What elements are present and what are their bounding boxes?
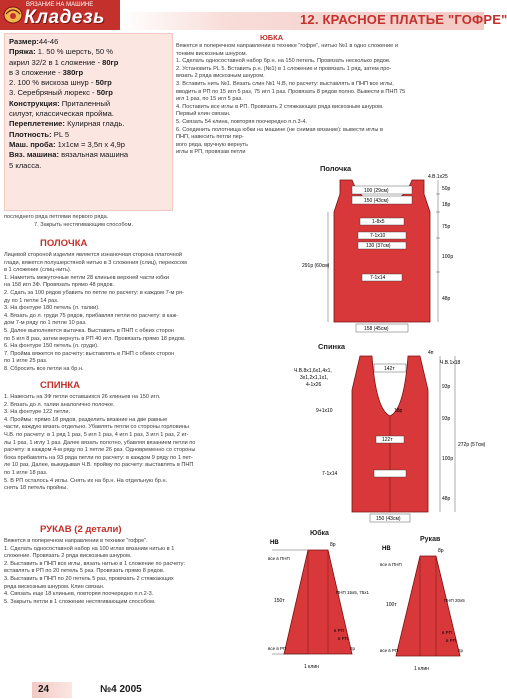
sleeve-heading: РУКАВ (2 детали)	[40, 524, 122, 535]
back-label: 7-1х14	[322, 471, 338, 477]
sleeve-label: НВ	[382, 546, 391, 552]
sleeve-label: 2р	[458, 648, 464, 653]
specs-box	[4, 33, 173, 211]
text-line: 2. Выставить в ПНП все иглы, вязать нитью в 1 сложение по расчету:	[4, 560, 185, 567]
text-line: 2. Сдать за 100 рядов убавить по петле по расчету: в каждом 7-м ря-	[4, 289, 184, 296]
front-label: 7-1х14	[370, 275, 386, 281]
back-text	[4, 394, 195, 493]
front-diagram-title: Полочка	[320, 164, 352, 173]
text-line: глади, вяжется полушерстяной нитью в 3 сложения (слиц), перекосом	[4, 259, 187, 266]
text-line: по 1 игле 18 раз.	[4, 469, 48, 476]
text-line: 3. На фонтуре 180 петель (л. талии).	[4, 305, 100, 312]
text-line: вязать 2 ряда вискозным шнуром.	[176, 73, 265, 80]
front-label: 7-1х10	[370, 233, 386, 239]
spec-construction-line: силуэт, классическая пройма.	[9, 109, 114, 119]
sleeve-diagram-title: Рукав	[420, 536, 441, 543]
text-line: 6. Соединить полотнища юбки на машине (не снимая вязание): вывести иглы в	[176, 126, 383, 133]
text-line: ду по 1 петле 14 раз.	[4, 297, 59, 304]
back-label: 142т	[384, 366, 395, 372]
back-label: 93р	[442, 384, 451, 390]
front-label: 291р (60см)	[302, 263, 330, 269]
skirt-label: все в РП	[268, 646, 287, 651]
text-line: снять 18 петель пройны.	[4, 485, 68, 492]
skirt-label: 150т	[274, 598, 285, 604]
skirt-text	[176, 43, 405, 157]
front-label: 4.В.1х25	[428, 174, 448, 180]
bodice-heading: ПОЛОЧКА	[40, 238, 88, 249]
text-line: 4. Связать еще 18 клиньев, повторяя поочередно п.п.2-3.	[4, 591, 154, 598]
front-label: 50р	[442, 186, 451, 192]
skirt-label: 1 клин	[304, 664, 319, 670]
front-label: 18р	[442, 202, 451, 208]
back-label: 18р	[394, 408, 403, 414]
spec-yarn-line: 2. 100 % вискоза шнур - 50гр	[9, 78, 112, 88]
text-line: 1. Сделать односоставной набор на 100 иглах вязаним нитью в 1	[4, 545, 175, 552]
skirt-label: НВ	[270, 540, 279, 546]
bodice-text	[4, 252, 187, 374]
spec-density: Плотность: PL 5	[9, 129, 70, 139]
text-line: 1. Навесить на 3Ф петли оставшихся 26 клиньев на 150 игл.	[4, 394, 161, 400]
front-label: 100р	[442, 254, 454, 260]
skirt-label: в РП	[334, 628, 344, 633]
text-line: на 158 игл 3Ф. Провязать прямо 48 рядов.	[4, 282, 115, 289]
spec-yarn-line: 3. Серебряный люрекс - 50гр	[9, 88, 113, 98]
text-line: 2. Вязать до л. талии аналогично полочке.	[4, 401, 115, 408]
spec-yarn-line: в 3 сложение - 380гр	[9, 67, 84, 77]
sleeve-label: все в ПНП	[380, 562, 402, 567]
sleeve-label: в РП	[442, 630, 452, 635]
text-line: 5. Далее выполняется вытачка. Выставить в ПНП с обеих сторон	[4, 327, 174, 334]
logo-title: Кладезь	[24, 7, 105, 28]
spec-sample: Маш. проба: 1х1см = 3,5п х 4,9р	[9, 139, 126, 149]
back-label: Ч.В.1х18	[440, 360, 461, 366]
text-line: расчету: в каждом 4-м ряду по 1 петле 26 раз. Одновременно со стороны	[4, 447, 196, 454]
back-label: 150 (43см)	[376, 516, 401, 522]
back-label: 9+1х10	[316, 408, 333, 414]
text-line: 4. Поставить все иглы в РП. Провязать 2 стяжкающих ряда вискозным шнуром.	[176, 103, 384, 110]
text-line: иглы в РП, провязав петли	[176, 149, 246, 156]
sleeve-label: 100т	[386, 602, 397, 608]
text-line: 8. Сбросить все петли на бр.н.	[4, 365, 84, 372]
skirt-heading: ЮБКА	[260, 33, 284, 42]
logo-emblem-icon	[2, 2, 24, 26]
spec-machine-line: 5 класса.	[9, 160, 42, 170]
page-header	[0, 0, 507, 30]
text-line: в 1 сложение (слиц-нить).	[4, 267, 72, 274]
skirt-label: все в ПНП	[268, 556, 290, 561]
text-line: Вяжется в поперечном направлении в технике "гофре", нитью №1 в одно сложение и	[176, 43, 398, 49]
back-diagram-title: Спинка	[318, 342, 346, 351]
logo-subtitle: ВЯЗАНИЕ НА МАШИНЕ	[26, 2, 94, 8]
front-label: 1-8х5	[372, 219, 385, 225]
text-line: 3. На фонтуре 122 петли.	[4, 409, 71, 416]
text-line: тонким вискозным шнуром.	[176, 50, 248, 57]
text-line: Лицевой стороной изделия является изнаночная сторона платочной	[4, 252, 183, 258]
spec-yarn-line: акрил 32/2 в 1 сложение - 80гр	[9, 57, 119, 67]
spec-size: Размер:44-46	[9, 37, 59, 46]
text-line: 1. Сделать односоставной набор бр.н. на 150 петель. Провязать несколько рядов.	[176, 58, 391, 65]
skirt-label: 8р	[330, 542, 336, 548]
sleeve-label: 1 клин	[414, 666, 429, 672]
skirt-label: в РП	[338, 636, 348, 641]
spec-construction: Конструкция: Приталенный	[9, 98, 111, 108]
text-line: 5. Связать 54 клина, повторяя поочередно п.п.3-4.	[176, 118, 308, 125]
back-label: 3х1,2х1,1х1,	[300, 375, 329, 381]
back-label: 4-1х26	[306, 382, 322, 388]
text-line: игл 1 раз, по 15 игл 5 раз.	[176, 96, 243, 103]
text-line: сложение. Провязать 2 ряда вискозным шнуром.	[4, 553, 132, 560]
text-line: по 5 игл 8 раз, затем вернуть в РП 40 игл. Провязать прямо 18 рядов.	[4, 335, 186, 342]
back-label: 4п	[428, 350, 434, 356]
text-line: 3. Вставить нить №1. Вязать слин №1 Ч.В, по расчету: выставлять в ПНП все иглы,	[176, 80, 394, 87]
skirt-diagram	[268, 538, 378, 678]
page-number: 24	[38, 684, 50, 695]
page-footer	[0, 680, 484, 699]
skirt-label: 2р	[350, 646, 356, 651]
back-label: 122т	[382, 437, 393, 443]
back-diagram	[290, 350, 486, 526]
back-heading: СПИНКА	[40, 380, 81, 391]
text-line: последнего ряда петлями первого ряда.	[4, 214, 109, 220]
text-line: 4. Проймы: прямо 18 рядов, разделить вязание на две равные	[4, 416, 168, 423]
text-line: 7. Пройма вяжется по расчету: выставлять в ПНП с обеих сторон	[4, 350, 175, 357]
back-label: 48р	[442, 496, 451, 502]
issue-number: №4 2005	[100, 684, 142, 695]
text-line: ПНП, навесить петли пер-	[176, 134, 244, 141]
back-label: 100р	[442, 456, 454, 462]
text-line: части, каждую вязать отдельно. Убавлять петли со стороны горловины	[4, 424, 189, 431]
text-line: по 1 игле 25 раз.	[4, 358, 48, 365]
text-line: 2. Установить PL 5. Вставить р.н. (№1) в 1 сложение и провязать 1 ряд, затем про-	[176, 65, 392, 72]
text-line: вого ряда, вручную вернуть	[176, 141, 249, 148]
text-line: 6. На фонтуре 150 петель (л. груди).	[4, 343, 99, 350]
spec-machine: Вяз. машина: вязальная машина	[9, 150, 129, 160]
text-line: 5. В РП осталось 4 иглы. Снять их на бр.н. На отдельную бр.н.	[4, 477, 168, 484]
sleeve-text	[4, 538, 185, 606]
front-label: 100 (29см)	[364, 188, 389, 194]
text-line: ле 10 раз. Далее, выкидывая Ч.В. пройму по расчету: выставлять в ПНП	[4, 462, 194, 469]
skirt-label: ПНП 15х5, 75х1	[336, 590, 369, 595]
spec-yarn: Пряжа: 1. 50 % шерсть, 50 %	[9, 47, 113, 57]
spec-weave: Переплетение: Кулирная гладь.	[9, 119, 125, 129]
sleeve-label: ПНП 20х5	[444, 598, 465, 603]
back-label: 93р	[442, 416, 451, 422]
text-line: 5. Закрыть петли в 1 сложение нестягивающим способом.	[4, 598, 156, 605]
front-label: 150 (43см)	[364, 198, 389, 204]
sleeve-label: в РП	[446, 638, 456, 643]
skirt-diagram-title: Юбка	[310, 530, 329, 537]
sleeve-label: все в РП	[380, 648, 399, 653]
skirt-text-continued	[4, 214, 133, 229]
text-line: 1. Наметить межуточные петли 28 клиньев верхней части юбки	[4, 274, 169, 281]
text-line: Ч.В. по расчету: в 1 ряд 1 раз, 5 игл 1 раз, 4 игл 1 раз, 3 игл 1 раз, 2 иг-	[4, 431, 189, 438]
front-label: 75р	[442, 224, 451, 230]
text-line: дом 7-м ряду по 1 петле 10 раз.	[4, 320, 87, 327]
front-label: 158 (45см)	[364, 326, 389, 332]
text-line: бока прибавлять на 93 ряда петли по расчету: в каждом 9 ряду по 1 пет-	[4, 454, 193, 461]
front-label: 130 (37см)	[366, 243, 391, 249]
front-diagram	[300, 172, 482, 338]
text-line: 3. Выставить в ПНП по 20 петель 5 раз, провязать 2 стяжкающих	[4, 575, 174, 582]
front-label: 48р	[442, 296, 451, 302]
text-line: вставлять в РП по 20 петель 5 раз. Провязать прямо 8 рядов.	[4, 568, 165, 575]
back-label: Ч.В.8х1,6х1,4х1,	[294, 368, 332, 374]
back-label: 272р (57см)	[458, 442, 486, 448]
article-title: 12. КРАСНОЕ ПЛАТЬЕ "ГОФРЕ"	[300, 12, 507, 27]
text-line: Вяжется в поперечном направлении в технике "гофре".	[4, 538, 148, 544]
text-line: Первый клин связан.	[176, 111, 231, 118]
sleeve-label: 8р	[438, 548, 444, 554]
text-line: ряда вискозным шнуром. Клин связан.	[4, 583, 105, 590]
text-line: лы 1 раз, 1 иглу 1 раз. Далее вязать полотно, убавляя вязанием петли по	[4, 439, 196, 446]
sleeve-diagram	[380, 544, 484, 678]
text-line: 7. Закрыть нестягивающим способом.	[34, 221, 134, 228]
text-line: 4. Вязать до л. груди 75 рядов, прибавляя петли по расчету: в каж-	[4, 312, 179, 319]
text-line: вводить в РП по 15 игл 5 раз, 75 игл 1 раз. Провязать 8 рядов полно. Вывести в ПНП 75	[176, 88, 406, 95]
